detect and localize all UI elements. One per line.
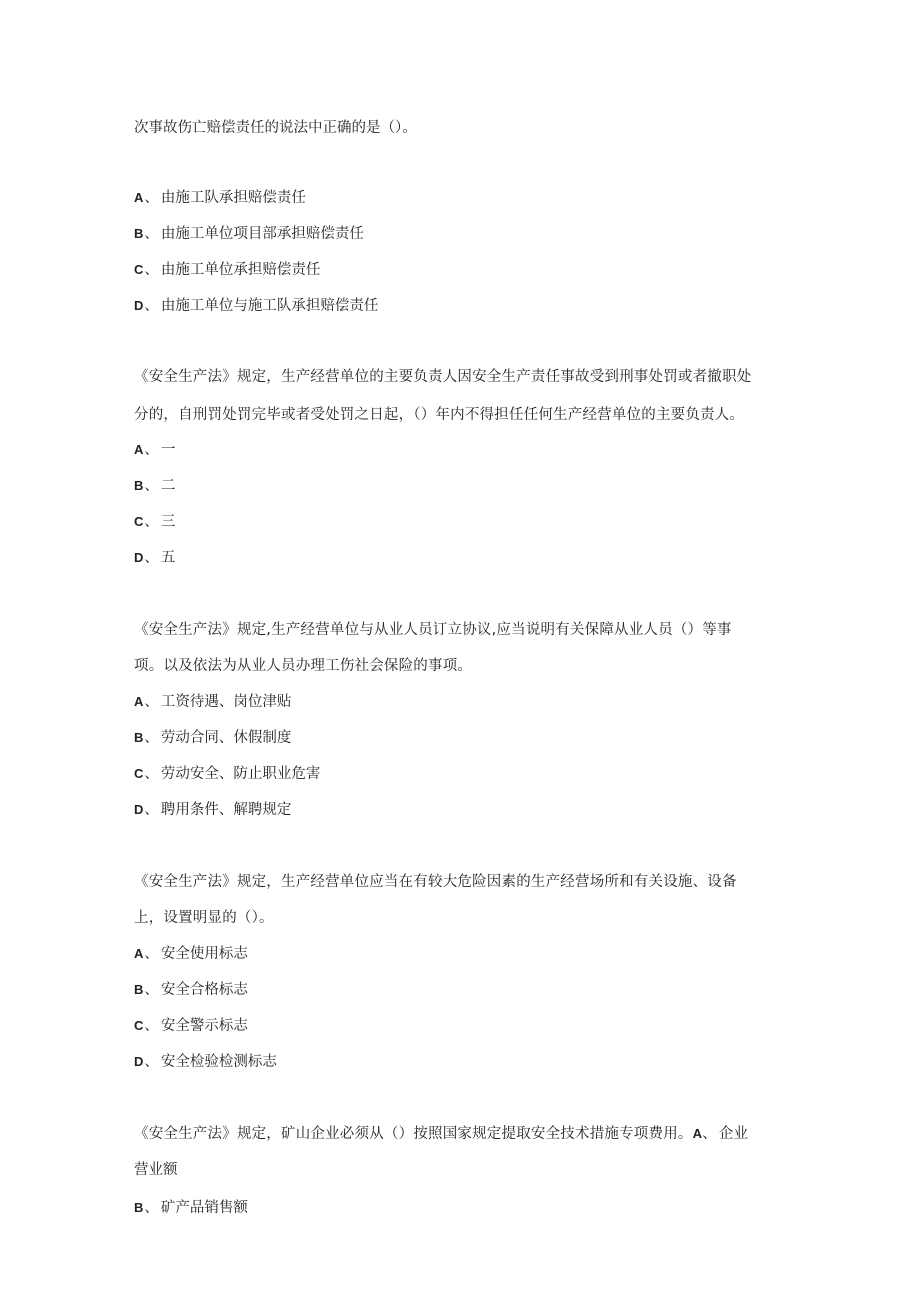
option-text: 五 (160, 550, 176, 566)
inline-option-letter: A (692, 1126, 703, 1141)
option-text: 一 (160, 442, 176, 458)
option-letter: B (134, 982, 144, 997)
option-text: 二 (160, 478, 176, 494)
option-separator: 、 (144, 730, 159, 746)
question-3-stem-line-1: 《安全生产法》规定,生产经营单位与从业人员订立协议,应当说明有关保障从业人员（）等事 (134, 622, 732, 638)
option-separator: 、 (144, 1018, 159, 1034)
option-letter: B (134, 1200, 144, 1215)
option-separator: 、 (702, 1126, 717, 1142)
question-2-stem-line-2: 分的，自刑罚处罚完毕或者受处罚之日起，（）年内不得担任任何生产经营单位的主要负责人。 (134, 407, 745, 423)
option-separator: 、 (144, 766, 159, 782)
question-1-option-a (134, 188, 794, 208)
option-letter: B (134, 226, 144, 241)
question-3-option-c (134, 764, 794, 784)
question-4-stem-line-1: 《安全生产法》规定，生产经营单位应当在有较大危险因素的生产经营场所和有关设施、设备 (134, 874, 737, 890)
option-text: 工资待遇、岗位津贴 (160, 694, 292, 710)
option-text: 由施工单位与施工队承担赔偿责任 (160, 298, 379, 314)
question-3-option-d (134, 800, 794, 820)
option-letter: D (134, 802, 144, 817)
option-text: 由施工单位承担赔偿责任 (160, 262, 321, 278)
question-4-option-b (134, 980, 794, 1000)
option-separator: 、 (144, 694, 159, 710)
option-letter: C (134, 766, 144, 781)
question-2-option-c (134, 512, 794, 532)
question-1-stem: 次事故伤亡赔偿责任的说法中正确的是（）。 (134, 120, 417, 136)
option-separator: 、 (144, 946, 159, 962)
option-letter: B (134, 478, 144, 493)
question-1-option-d (134, 296, 794, 316)
question-4-stem-line-2: 上，设置明显的（）。 (134, 910, 274, 926)
option-separator: 、 (144, 514, 159, 530)
option-text: 安全警示标志 (160, 1018, 248, 1034)
option-separator: 、 (144, 550, 159, 566)
option-text: 劳动合同、休假制度 (160, 730, 292, 746)
option-text: 矿产品销售额 (160, 1200, 248, 1216)
option-text: 劳动安全、防止职业危害 (160, 766, 321, 782)
question-4-option-d (134, 1052, 794, 1072)
option-separator: 、 (144, 802, 159, 818)
option-letter: C (134, 1018, 144, 1033)
option-letter: C (134, 514, 144, 529)
inline-option-text: 企业 (718, 1126, 749, 1142)
option-separator: 、 (144, 1054, 159, 1070)
question-1-option-b (134, 224, 794, 244)
question-3-option-b (134, 728, 794, 748)
option-separator: 、 (144, 190, 159, 206)
question-3-option-a (134, 692, 794, 712)
question-2-option-a (134, 440, 794, 460)
question-5-stem-line-1 (134, 1124, 794, 1144)
option-letter: C (134, 262, 144, 277)
option-text: 由施工队承担赔偿责任 (160, 190, 306, 206)
option-letter: B (134, 730, 144, 745)
option-letter: D (134, 550, 144, 565)
option-separator: 、 (144, 982, 159, 998)
option-separator: 、 (144, 298, 159, 314)
option-letter: A (134, 946, 144, 961)
question-5-stem-text: 《安全生产法》规定，矿山企业必须从（）按照国家规定提取安全技术措施专项费用。 (134, 1126, 693, 1142)
option-separator: 、 (144, 226, 159, 242)
option-text: 安全合格标志 (160, 982, 248, 998)
question-2-option-b (134, 476, 794, 496)
option-letter: A (134, 190, 144, 205)
option-letter: A (134, 694, 144, 709)
option-separator: 、 (144, 478, 159, 494)
option-letter: D (134, 1054, 144, 1069)
question-4-option-c (134, 1016, 794, 1036)
question-4-option-a (134, 944, 794, 964)
option-text: 三 (160, 514, 176, 530)
option-separator: 、 (144, 442, 159, 458)
question-2-option-d (134, 548, 794, 568)
option-separator: 、 (144, 1200, 159, 1216)
option-text: 由施工单位项目部承担赔偿责任 (160, 226, 364, 242)
question-3-stem-line-2: 项。以及依法为从业人员办理工伤社会保险的事项。 (134, 658, 473, 674)
option-letter: D (134, 298, 144, 313)
question-2-stem-line-1: 《安全生产法》规定，生产经营单位的主要负责人因安全生产责任事故受到刑事处罚或者撤职处 (134, 369, 752, 385)
option-text: 安全检验检测标志 (160, 1054, 277, 1070)
option-text: 聘用条件、解聘规定 (160, 802, 292, 818)
option-separator: 、 (144, 262, 159, 278)
question-1-option-c (134, 260, 794, 280)
option-text: 安全使用标志 (160, 946, 248, 962)
option-letter: A (134, 442, 144, 457)
question-5-stem-line-2: 营业额 (134, 1162, 178, 1178)
question-5-option-b (134, 1198, 794, 1218)
